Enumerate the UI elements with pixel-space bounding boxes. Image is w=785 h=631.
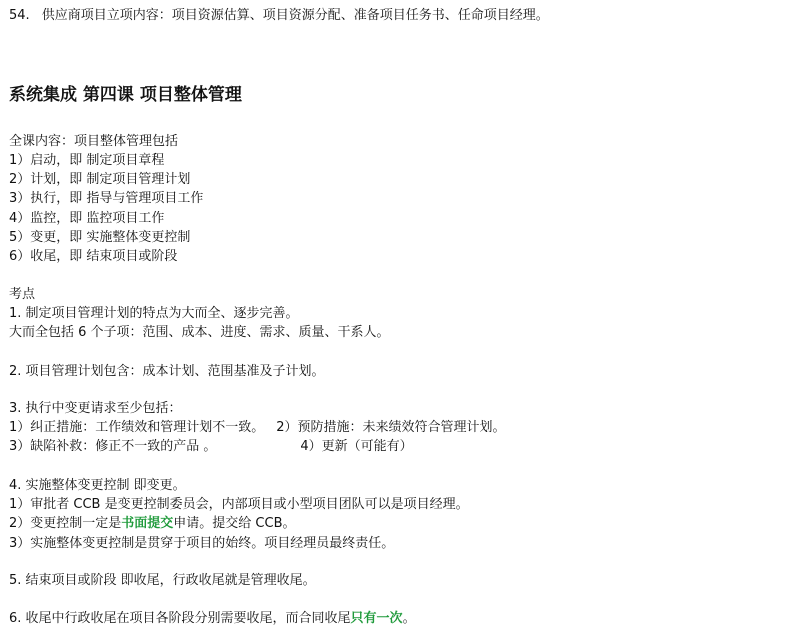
point-4-item-a: 1）审批者 CCB 是变更控制委员会，内部项目或小型项目团队可以是项目经理。: [9, 497, 469, 512]
item-54-number: 54.: [9, 8, 30, 23]
overview-item-5: 5）变更，即 实施整体变更控制: [9, 230, 191, 245]
point-4-line-1: 4. 实施整体变更控制 即变更。: [9, 478, 186, 493]
point-3-row-2: [9, 438, 413, 456]
exam-points-label: 考点: [9, 287, 36, 302]
point-6-suffix: 。: [402, 611, 416, 626]
point-4-item-b-suffix: 申请。提交给 CCB。: [173, 516, 296, 531]
overview-intro: 全课内容：项目整体管理包括: [9, 134, 179, 149]
point-6-prefix: 6. 收尾中行政收尾在项目各阶段分别需要收尾，而合同收尾: [9, 611, 351, 626]
overview-item-1: 1）启动，即 制定项目章程: [9, 153, 165, 168]
point-6-line-1: [9, 610, 416, 628]
point-6-highlight: 只有一次: [350, 611, 403, 626]
item-54: [9, 7, 549, 25]
point-1-line-1: 1. 制定项目管理计划的特点为大而全、逐步完善。: [9, 306, 299, 321]
point-5-line-1: 5. 结束项目或阶段 即收尾，行政收尾就是管理收尾。: [9, 573, 316, 588]
point-3-row-1: [9, 419, 506, 437]
point-1-line-2: 大而全包括 6 个子项：范围、成本、进度、需求、质量、干系人。: [9, 325, 390, 340]
point-4-item-c: 3）实施整体变更控制是贯穿于项目的始终。项目经理员最终责任。: [9, 536, 395, 551]
item-54-text: 供应商项目立项内容：项目资源估算、项目资源分配、准备项目任务书、任命项目经理。: [41, 8, 549, 23]
overview-item-6: 6）收尾，即 结束项目或阶段: [9, 249, 178, 264]
point-2-line-1: 2. 项目管理计划包含：成本计划、范围基准及子计划。: [9, 364, 325, 379]
point-3-line-1: 3. 执行中变更请求至少包括：: [9, 401, 182, 416]
overview-item-2: 2）计划，即 制定项目管理计划: [9, 172, 191, 187]
point-3-item-c: 3）缺陷补救：修正不一致的产品 。: [9, 439, 217, 454]
point-4-item-b-prefix: 2）变更控制一定是: [9, 516, 122, 531]
lesson-title: 系统集成 第四课 项目整体管理: [9, 85, 242, 105]
point-4-item-b: [9, 515, 296, 533]
point-4-item-b-highlight: 书面提交: [121, 516, 174, 531]
overview-item-4: 4）监控，即 监控项目工作: [9, 211, 165, 226]
overview-item-3: 3）执行，即 指导与管理项目工作: [9, 191, 204, 206]
point-3-item-d: 4）更新（可能有）: [300, 439, 413, 454]
point-3-item-a: 1）纠正措施：工作绩效和管理计划不一致。: [9, 420, 265, 435]
point-3-item-b: 2）预防措施：未来绩效符合管理计划。: [276, 420, 506, 435]
